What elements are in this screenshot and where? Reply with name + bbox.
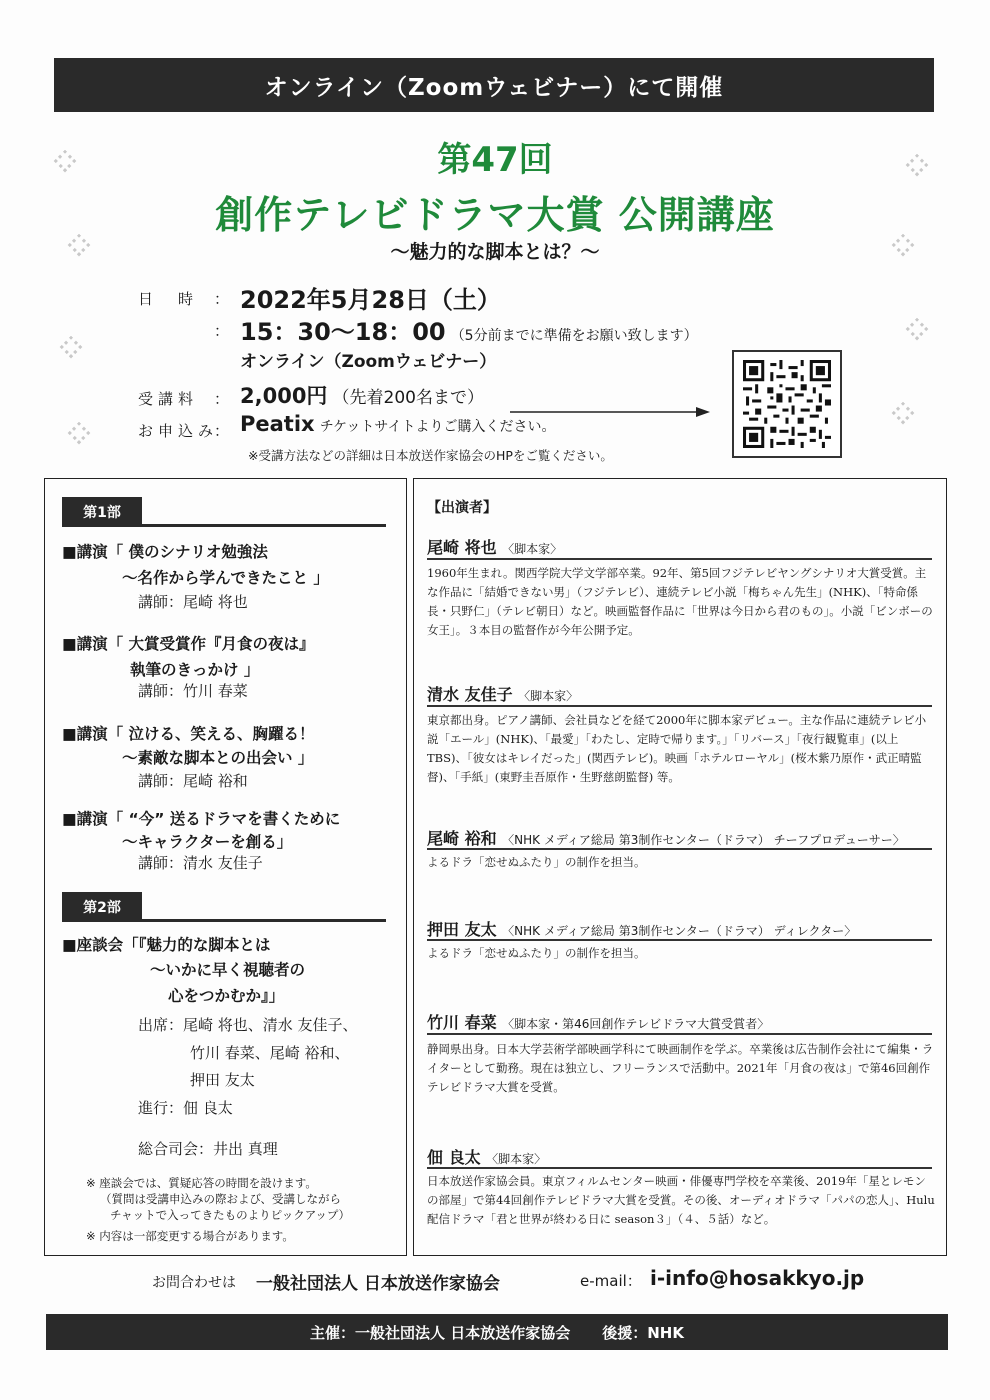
- time-colon: ：: [214, 322, 230, 340]
- performer-3-role: 〈NHK メディア総局 第3制作センター（ドラマ） チーフプロデューサー〉: [502, 833, 905, 847]
- panel-attendees-2: 竹川 春菜、尾崎 裕和、: [190, 1044, 350, 1062]
- host-text: 主催：一般社団法人 日本放送作家協会: [310, 1323, 571, 1342]
- lecture-3-title: ■講演「 泣ける、笑える、胸躍る！: [62, 725, 315, 743]
- contact-org: 一般社団法人 日本放送作家協会: [256, 1274, 500, 1294]
- diamond-ornament-icon: [58, 334, 84, 360]
- edition-number: 第47回: [437, 140, 553, 180]
- performer-6-name: [427, 1145, 546, 1168]
- subtitle: 〜魅力的な脚本とは？〜: [390, 241, 600, 263]
- top-banner-text: オンライン（Zoomウェビナー）にて開催: [264, 74, 724, 101]
- performer-1-bio: 1960年生まれ。関西学院大学文学部卒業。92年、第5回フジテレビヤングシナリオ大賞受賞。主な作品に「結婚できない男」（フジテレビ）、連続テレビ小説「梅ちゃん先生」(NHK)、「特命係長・只野仁」（テレビ朝日）など。映画監督作品に「世界は今日から君のもの」。小説「ビンボーの女王」。３本目の監督作が今年公開予定。: [427, 566, 933, 637]
- performer-6-name-text: 佃 良太: [427, 1148, 481, 1167]
- panel-moderator: 進行：佃 良太: [138, 1099, 233, 1117]
- event-date: 2022年5月28日（土）: [240, 286, 501, 314]
- top-banner: [54, 58, 934, 112]
- performer-1-role: 〈脚本家〉: [502, 542, 563, 556]
- panel-subtitle-2: 心をつかむか』」: [168, 987, 285, 1005]
- lecture-1-subtitle: 〜名作から学んできたこと 」: [122, 569, 329, 587]
- email-label: e-mail：: [580, 1272, 642, 1290]
- lecture-4-title: ■講演「 “今” 送るドラマを書くために: [62, 810, 341, 828]
- event-time: 15：30〜18：00: [240, 318, 446, 346]
- lecture-1-title: ■講演「 僕のシナリオ勉強法: [62, 543, 268, 561]
- diamond-ornament-icon: [890, 400, 916, 426]
- apply-row: [240, 412, 555, 436]
- performer-3-divider: [427, 848, 932, 850]
- diamond-ornament-icon: [66, 420, 92, 446]
- time-note: （5分前までに準備をお願い致します）: [450, 328, 698, 344]
- performer-4-bio: よるドラ「恋せぬふたり」の制作を担当。: [427, 946, 646, 960]
- qr-code[interactable]: [732, 350, 842, 458]
- date-colon: ：: [214, 290, 230, 308]
- fee-row: [240, 380, 484, 410]
- fee-note: （先着200名まで）: [332, 388, 484, 408]
- panel-attendees-3: 押田 友太: [190, 1071, 255, 1089]
- apply-site: Peatix: [240, 412, 315, 436]
- performer-1-name-text: 尾崎 将也: [427, 538, 497, 557]
- performer-2-name-text: 清水 友佳子: [427, 685, 513, 704]
- fee-colon: ：: [214, 390, 230, 408]
- performer-5-role: 〈脚本家・第46回創作テレビドラマ大賞受賞者〉: [502, 1017, 770, 1031]
- performer-5-divider: [427, 1033, 932, 1035]
- lecture-3-subtitle: 〜素敵な脚本との出会い 」: [122, 749, 314, 767]
- performer-6-role: 〈脚本家〉: [486, 1152, 547, 1166]
- performer-2-name: [427, 682, 578, 705]
- event-time-row: [240, 312, 698, 347]
- apply-colon: ：: [214, 422, 230, 440]
- event-venue: オンライン（Zoomウェビナー）: [240, 352, 497, 372]
- lecture-2-title: ■講演「 大賞受賞作『月食の夜は』: [62, 635, 315, 653]
- apply-note: チケットサイトよりご購入ください。: [319, 419, 556, 435]
- panel-mc: 総合司会：井出 真理: [138, 1140, 278, 1158]
- contact-label: お問合わせは: [152, 1275, 236, 1291]
- qr-code-icon: [742, 360, 832, 448]
- detail-note: ※受講方法などの詳細は日本放送作家協会のHPをご覧ください。: [248, 448, 613, 463]
- diamond-ornament-icon: [904, 316, 930, 342]
- performer-2-bio: 東京都出身。ピアノ講師、会社員などを経て2000年に脚本家デビュー。主な作品に連続テレビ小説「エール」(NHK)、「最愛」「わたし、定時で帰ります。」「リバース」「夜行観覧車」(以上TBS)、「彼女はキレイだった」(関西テレビ)。映画「ホテルローヤル」(桜木紫乃原作・武正晴監督)、「手紙」(東野圭吾原作・生野慈朗監督) 等。: [427, 713, 927, 784]
- part1-divider: [62, 524, 386, 527]
- lecture-3-lecturer: 講師：尾崎 裕和: [138, 772, 248, 790]
- panel-subtitle-1: 〜いかに早く視聴者の: [150, 961, 306, 979]
- fee-label: 受講料: [138, 390, 199, 408]
- performers-header: 【出演者】: [427, 500, 497, 516]
- panel-attendees-1: 出席：尾崎 将也、清水 友佳子、: [138, 1016, 358, 1034]
- performer-4-name-text: 押田 友太: [427, 920, 497, 939]
- performer-1-name: [427, 535, 562, 558]
- part2-divider: [62, 919, 386, 922]
- panel-note-3: チャットで入ってきたものよりピックアップ）: [110, 1208, 351, 1222]
- bottom-banner: [46, 1314, 948, 1350]
- apply-label: お申込み: [138, 422, 219, 440]
- main-title: 創作テレビドラマ大賞 公開講座: [215, 193, 775, 237]
- performer-4-role: 〈NHK メディア総局 第3制作センター（ドラマ） ディレクター〉: [502, 924, 857, 938]
- lecture-2-subtitle: 執筆のきっかけ 」: [130, 661, 260, 679]
- support-text: 後援：NHK: [602, 1323, 684, 1342]
- performer-4-name: [427, 917, 856, 940]
- date-label: 日 時: [138, 290, 199, 308]
- performer-2-role: 〈脚本家〉: [518, 689, 579, 703]
- lecture-4-subtitle: 〜キャラクターを創る」: [122, 833, 293, 851]
- part1-tag: 第1部: [62, 497, 142, 527]
- lecture-1-lecturer: 講師：尾崎 将也: [138, 593, 248, 611]
- panel-title: ■座談会「『魅力的な脚本とは: [62, 936, 271, 954]
- part2-tag: 第2部: [62, 892, 142, 922]
- contact-email-link[interactable]: i-info@hosakkyo.jp: [650, 1266, 865, 1290]
- content-change-note: ※ 内容は一部変更する場合があります。: [86, 1229, 294, 1243]
- panel-note-2: （質問は受講申込みの際および、受講しながら: [100, 1192, 342, 1206]
- performer-4-divider: [427, 939, 932, 941]
- performer-5-name: [427, 1010, 769, 1033]
- performer-1-divider: [427, 558, 932, 560]
- performer-6-divider: [427, 1167, 932, 1169]
- panel-note-1: ※ 座談会では、質疑応答の時間を設けます。: [86, 1176, 317, 1190]
- performer-3-bio: よるドラ「恋せぬふたり」の制作を担当。: [427, 855, 646, 869]
- performer-2-divider: [427, 705, 932, 707]
- performer-5-name-text: 竹川 春菜: [427, 1013, 497, 1032]
- performer-3-name: [427, 826, 905, 849]
- lecture-2-lecturer: 講師：竹川 春菜: [138, 682, 248, 700]
- performer-3-name-text: 尾崎 裕和: [427, 829, 497, 848]
- performer-5-bio: 静岡県出身。日本大学芸術学部映画学科にて映画制作を学ぶ。卒業後は広告制作会社にて編集・ライターとして勤務。現在は独立し、フリーランスで活動中。2021年「月食の夜は」で第46回創作テレビドラマ大賞を受賞。: [427, 1042, 934, 1094]
- performer-6-bio: 日本放送作家協会員。東京フィルムセンター映画・俳優専門学校を卒業後、2019年「星とレモンの部屋」で第44回創作テレビドラマ大賞を受賞。その後、オーディオドラマ「パパの恋人」、Hulu配信ドラマ「君と世界が終わる日に season３」（４、５話）など。: [427, 1174, 935, 1226]
- lecture-4-lecturer: 講師：清水 友佳子: [138, 854, 263, 872]
- fee-amount: 2,000円: [240, 384, 328, 408]
